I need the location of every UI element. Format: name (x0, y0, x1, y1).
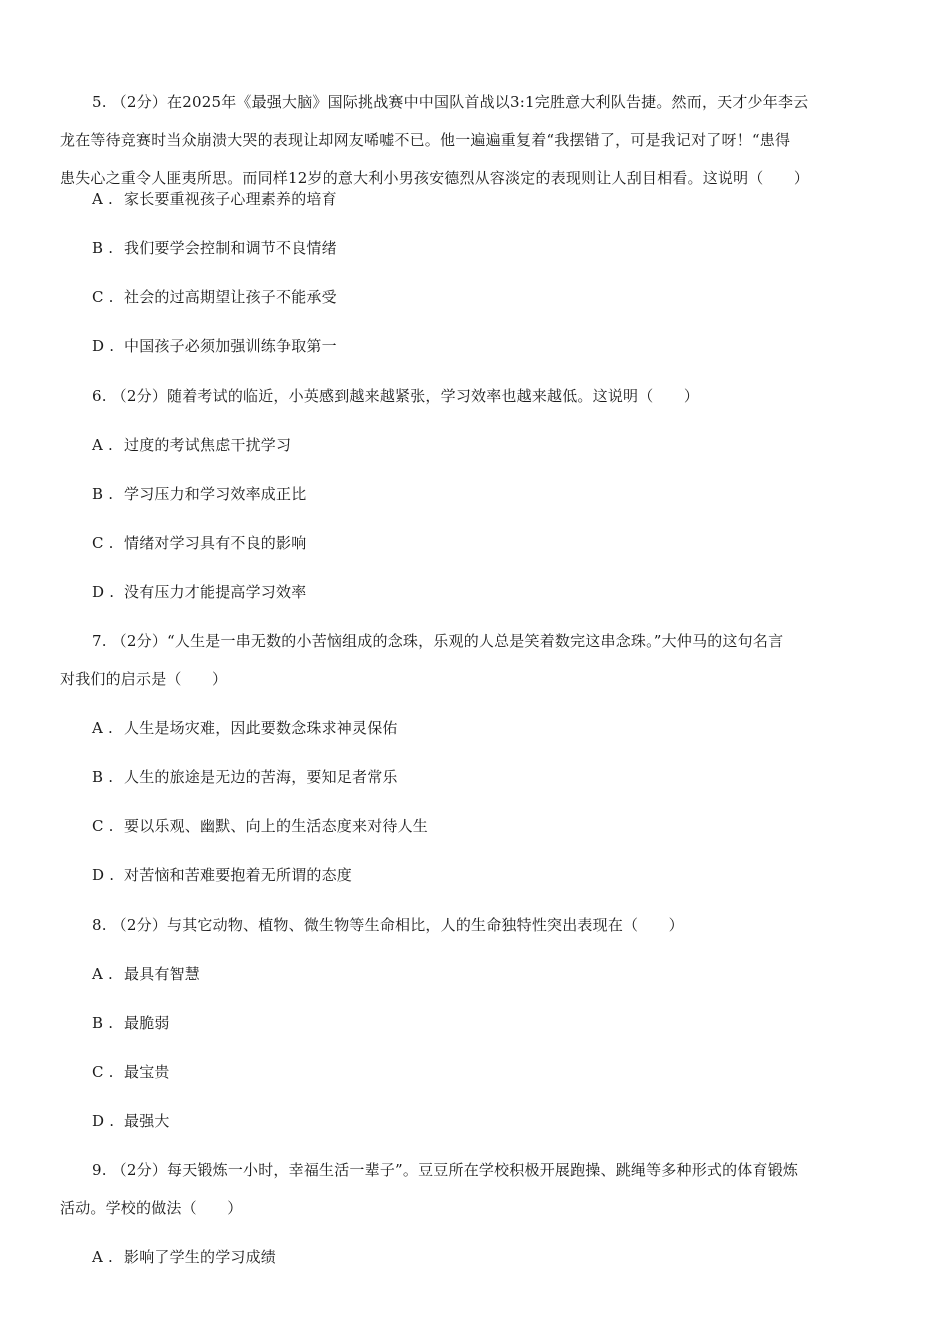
option-text: 最强大 (124, 1112, 170, 1130)
answer-option[interactable] (92, 718, 398, 738)
answer-option[interactable] (92, 533, 306, 553)
option-text: 情绪对学习具有不良的影响 (124, 534, 307, 552)
question-stem-line: 龙在等待竞赛时当众崩溃大哭的表现让却网友唏嘘不已。他一遍遍重复着“我摆错了，可是我记对了呀！“患得 (60, 131, 791, 149)
option-letter: D . (92, 337, 115, 355)
answer-option[interactable] (92, 435, 291, 455)
option-text: 对苦恼和苦难要抱着无所谓的态度 (124, 866, 353, 884)
option-text: 学习压力和学习效率成正比 (124, 485, 307, 503)
option-letter: D . (92, 583, 115, 601)
answer-option[interactable] (92, 336, 337, 356)
option-letter: C . (92, 1063, 114, 1081)
option-letter: D . (92, 866, 115, 884)
option-letter: B . (92, 239, 114, 257)
option-text: 家长要重视孩子心理素养的培育 (124, 190, 337, 208)
answer-option[interactable] (92, 287, 337, 307)
answer-option[interactable] (92, 484, 306, 504)
answer-option[interactable] (92, 582, 306, 602)
question-stem-line: 5. （2分）在2025年《最强大脑》国际挑战赛中中国队首战以3:1完胜意大利队告捷。然而，天才少年李云 (92, 93, 809, 111)
option-text: 影响了学生的学习成绩 (124, 1248, 277, 1266)
option-letter: D . (92, 1112, 115, 1130)
option-letter: A . (92, 436, 113, 454)
option-text: 社会的过高期望让孩子不能承受 (124, 288, 337, 306)
option-letter: A . (92, 965, 113, 983)
answer-option[interactable] (92, 238, 337, 258)
answer-option[interactable] (92, 865, 352, 885)
option-text: 人生是场灾难，因此要数念珠求神灵保佑 (124, 719, 398, 737)
answer-option[interactable] (92, 1062, 170, 1082)
option-letter: C . (92, 534, 114, 552)
option-text: 我们要学会控制和调节不良情绪 (124, 239, 337, 257)
question-stem-line: 7. （2分）“人生是一串无数的小苦恼组成的念珠，乐观的人总是笑着数完这串念珠。”大仲马的这句名言 (92, 632, 784, 650)
question-stem-line: 患失心之重令人匪夷所思。而同样12岁的意大利小男孩安德烈从容淡定的表现则让人刮目相看。这说明（ ） (60, 169, 810, 187)
answer-option[interactable] (92, 1013, 170, 1033)
option-letter: B . (92, 768, 114, 786)
option-text: 要以乐观、幽默、向上的生活态度来对待人生 (124, 817, 429, 835)
option-letter: B . (92, 1014, 114, 1032)
question-stem-line: 对我们的启示是（ ） (60, 670, 228, 688)
question-stem-line: 6. （2分）随着考试的临近，小英感到越来越紧张，学习效率也越来越低。这说明（ ） (92, 387, 700, 405)
option-text: 最宝贵 (124, 1063, 170, 1081)
option-text: 人生的旅途是无边的苦海，要知足者常乐 (124, 768, 398, 786)
option-letter: C . (92, 817, 114, 835)
answer-option[interactable] (92, 1111, 170, 1131)
option-letter: C . (92, 288, 114, 306)
option-text: 没有压力才能提高学习效率 (124, 583, 307, 601)
option-letter: A . (92, 1248, 113, 1266)
option-letter: A . (92, 190, 113, 208)
question-stem-line: 9. （2分）每天锻炼一小时，幸福生活一辈子”。豆豆所在学校积极开展跑操、跳绳等多种形式的体育锻炼 (92, 1161, 799, 1179)
answer-option[interactable] (92, 189, 337, 209)
option-letter: B . (92, 485, 114, 503)
answer-option[interactable] (92, 1247, 276, 1267)
answer-option[interactable] (92, 767, 398, 787)
option-text: 最具有智慧 (124, 965, 201, 983)
answer-option[interactable] (92, 816, 428, 836)
option-letter: A . (92, 719, 113, 737)
question-stem-line: 8. （2分）与其它动物、植物、微生物等生命相比，人的生命独特性突出表现在（ ） (92, 916, 684, 934)
option-text: 最脆弱 (124, 1014, 170, 1032)
option-text: 过度的考试焦虑干扰学习 (124, 436, 292, 454)
option-text: 中国孩子必须加强训练争取第一 (124, 337, 337, 355)
question-stem-line: 活动。学校的做法（ ） (60, 1199, 243, 1217)
answer-option[interactable] (92, 964, 200, 984)
